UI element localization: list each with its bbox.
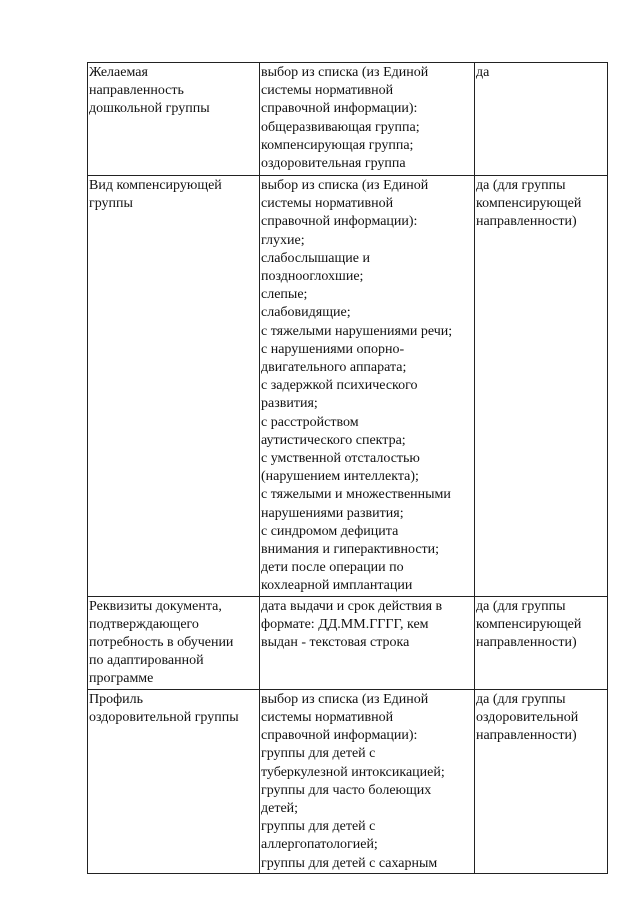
field-value-line: группы для детей с <box>261 746 376 762</box>
field-value-line: с нарушениями опорно- <box>261 341 405 357</box>
field-value-line: системы нормативной <box>261 196 394 212</box>
field-name-line: Профиль <box>89 691 144 707</box>
field-value-line: группы для часто болеющих <box>261 782 432 798</box>
field-value-line: с задержкой психического <box>261 378 418 394</box>
field-name-cell <box>88 596 260 689</box>
field-required-line: да (для группы <box>476 691 566 707</box>
field-value-line: оздоровительная группа <box>261 156 406 172</box>
field-value-line: выбор из списка (из Единой <box>261 691 429 707</box>
field-value-line: выбор из списка (из Единой <box>261 178 429 193</box>
table-row <box>88 596 608 689</box>
field-name-line: по адаптированной <box>89 653 204 669</box>
field-value-line: с умственной отсталостью <box>261 451 420 467</box>
field-value-line: выдан - текстовая строка <box>261 635 410 651</box>
field-required-line: направленности) <box>476 214 577 230</box>
field-values-cell <box>260 176 475 597</box>
field-value-line: с тяжелыми нарушениями речи; <box>261 323 453 339</box>
field-value-line: с синдромом дефицита <box>261 523 399 539</box>
field-name-line: дошкольной группы <box>89 101 210 117</box>
field-required-line: да (для группы <box>476 598 566 614</box>
field-name-line: Реквизиты документа, <box>89 598 222 614</box>
field-values-cell <box>260 596 475 689</box>
field-value-line: детей; <box>261 800 299 816</box>
field-value-line: справочной информации): <box>261 214 418 230</box>
field-value-line: слепые; <box>261 287 308 303</box>
field-value-line: двигательного аппарата; <box>261 360 407 376</box>
field-value-line: развития; <box>261 396 318 412</box>
table-row <box>88 176 608 597</box>
field-required-line: компенсирующей <box>476 196 582 212</box>
field-name-cell <box>88 63 260 176</box>
field-value-line: с тяжелыми и множественными <box>261 487 451 503</box>
field-required-line: да <box>476 65 490 80</box>
field-values-cell <box>260 689 475 873</box>
field-required-line: компенсирующей <box>476 616 582 632</box>
field-name-line: Желаемая <box>89 65 148 80</box>
field-required-line: оздоровительной <box>476 709 579 725</box>
field-value-line: компенсирующая группа; <box>261 137 414 153</box>
field-required-cell <box>475 689 608 873</box>
field-value-line: системы нормативной <box>261 709 394 725</box>
field-values-cell <box>260 63 475 176</box>
field-value-line: справочной информации): <box>261 728 418 744</box>
field-value-line: дата выдачи и срок действия в <box>261 598 443 614</box>
field-value-line: слабослышащие и <box>261 250 370 266</box>
table-row <box>88 689 608 873</box>
field-value-line: нарушениями развития; <box>261 505 404 521</box>
table-body <box>88 63 608 874</box>
field-name-line: оздоровительной группы <box>89 709 239 725</box>
field-value-line: туберкулезной интоксикацией; <box>261 764 445 780</box>
field-name-line: направленность <box>89 83 184 99</box>
field-name-line: группы <box>89 196 133 212</box>
requirements-table <box>87 62 608 874</box>
field-value-line: группы для детей с <box>261 819 376 835</box>
field-required-line: направленности) <box>476 635 577 651</box>
field-value-line: формате: ДД.ММ.ГГГГ, кем <box>261 616 429 632</box>
field-value-line: выбор из списка (из Единой <box>261 65 429 80</box>
field-value-line: аутистического спектра; <box>261 432 406 448</box>
field-required-cell <box>475 63 608 176</box>
field-value-line: группы для детей с сахарным <box>261 855 438 871</box>
field-required-line: да (для группы <box>476 178 566 193</box>
field-value-line: аллергопатологией; <box>261 837 378 853</box>
field-value-line: (нарушением интеллекта); <box>261 469 419 485</box>
field-name-line: Вид компенсирующей <box>89 178 222 193</box>
field-value-line: кохлеарной имплантации <box>261 578 413 594</box>
field-name-line: программе <box>89 671 154 687</box>
field-name-line: потребность в обучении <box>89 635 234 651</box>
field-value-line: справочной информации): <box>261 101 418 117</box>
field-value-line: дети после операции по <box>261 560 404 576</box>
field-name-cell <box>88 689 260 873</box>
field-value-line: системы нормативной <box>261 83 394 99</box>
field-required-cell <box>475 596 608 689</box>
field-value-line: глухие; <box>261 232 305 248</box>
field-required-line: направленности) <box>476 728 577 744</box>
field-value-line: слабовидящие; <box>261 305 351 321</box>
field-name-cell <box>88 176 260 597</box>
field-name-line: подтверждающего <box>89 616 199 632</box>
field-value-line: позднооглохшие; <box>261 269 364 285</box>
field-value-line: общеразвивающая группа; <box>261 119 420 135</box>
table-row <box>88 63 608 176</box>
field-value-line: с расстройством <box>261 414 359 430</box>
field-value-line: внимания и гиперактивности; <box>261 542 440 558</box>
field-required-cell <box>475 176 608 597</box>
